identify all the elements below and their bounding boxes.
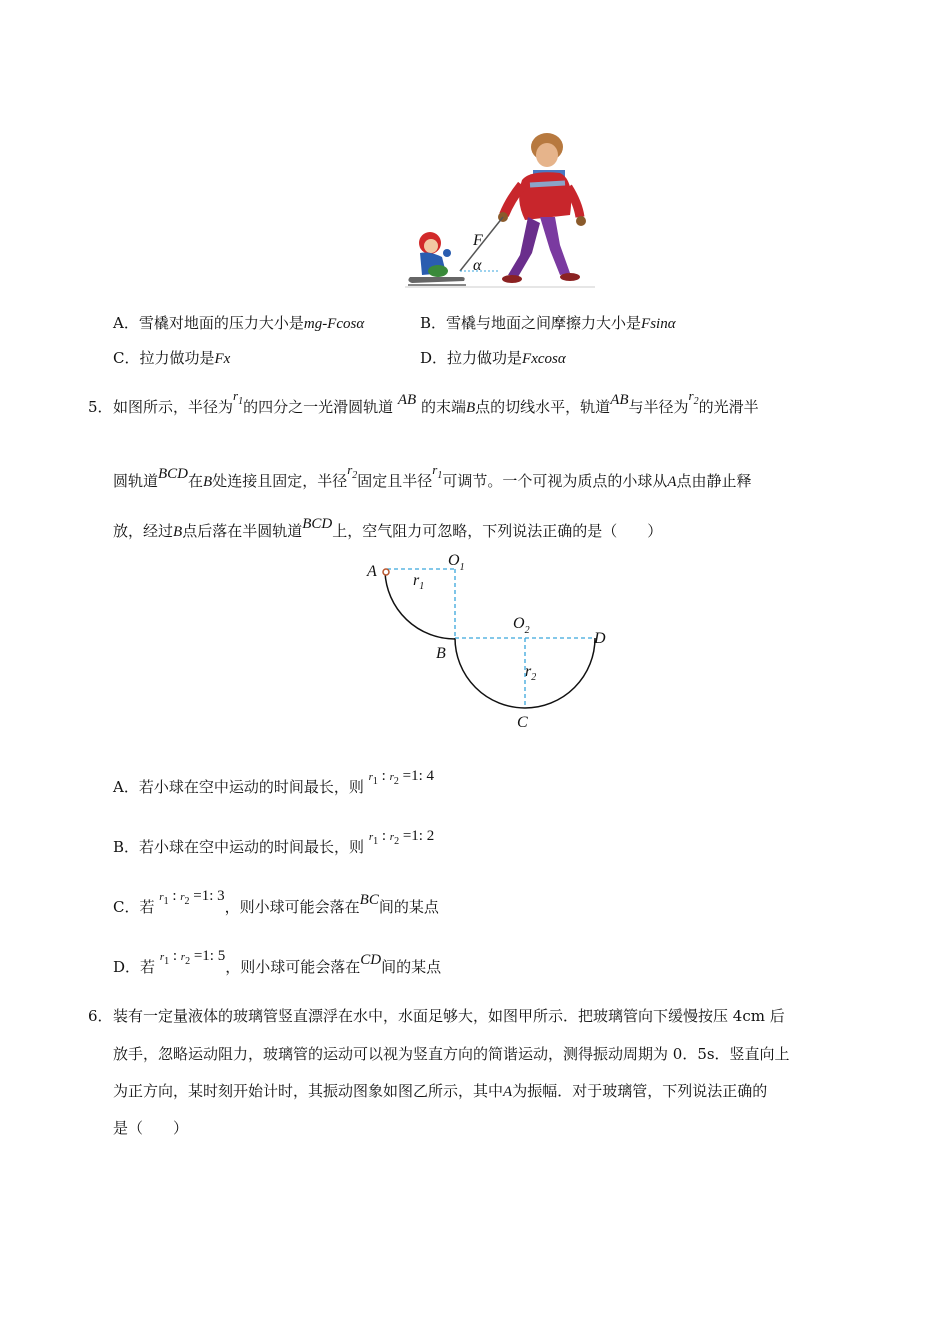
ball [383,569,389,575]
q4-option-a[interactable]: A．雪橇对地面的压力大小是mg-Fcosα [113,314,365,332]
q6-line-2: 放手，忽略运动阻力，玻璃管的运动可以视为竖直方向的简谐运动，测得振动周期为 0．5s．竖直向上 [113,1045,790,1063]
q5-line-1: 如图所示，半径为$r_1$的四分之一光滑圆轨道 AB 的末端B点的切线水平，轨道AB与半径为$r_2$的光滑半 [113,388,759,416]
label-d: D [594,630,606,647]
q5-line-2: 圆轨道BCD在B处连接且固定，半径$r_2$固定且半径$r_1$可调节。一个可视为质点的小球从A点由静止释 [113,462,752,490]
q5-number: 5． [88,398,113,416]
force-label: F [473,232,483,249]
q5-line-3: 放，经过B点后落在半圆轨道BCD上，空气阻力可忽略，下列说法正确的是（ ） [113,516,663,540]
q4-option-c[interactable]: C．拉力做功是Fx [113,349,231,367]
label-o1: $O_1$ [448,552,465,573]
sled-figure [400,125,600,295]
man-pulling-sled [498,133,586,283]
label-o2: $O_2$ [513,615,530,636]
q5-option-a[interactable]: A．若小球在空中运动的时间最长，则 $r_1$ : $r_2 =1$: 4 [113,768,435,796]
q4-option-d[interactable]: D．拉力做功是Fxcosα [420,349,566,367]
q6-number: 6． [88,1007,113,1025]
label-r2: $r_2$ [525,663,537,683]
q5-option-c[interactable]: C．若 $r_1$ : $r_2 =1$: 3，则小球可能会落在BC间的某点 [113,888,439,916]
track-diagram [360,548,620,733]
label-c: C [517,714,528,731]
q6-line-1: 装有一定量液体的玻璃管竖直漂浮在水中，水面足够大，如图甲所示．把玻璃管向下缓慢按压 4cm 后 [113,1007,785,1025]
q5-option-b[interactable]: B．若小球在空中运动的时间最长，则 $r_1$ : $r_2 =1$: 2 [113,828,435,856]
q5-option-d[interactable]: D．若 $r_1$ : $r_2 =1$: 5，则小球可能会落在CD间的某点 [113,948,442,976]
label-b: B [436,645,446,662]
angle-label: α [473,257,482,274]
label-r1: $r_1$ [413,572,425,592]
q6-line-3: 为正方向，某时刻开始计时，其振动图象如图乙所示，其中A为振幅．对于玻璃管，下列说法正确的 [113,1082,768,1100]
label-a: A [367,563,377,580]
q6-line-4: 是（ ） [113,1119,189,1137]
q4-option-b[interactable]: B．雪橇与地面之间摩擦力大小是Fsinα [420,314,676,332]
child-on-sled [408,232,466,285]
